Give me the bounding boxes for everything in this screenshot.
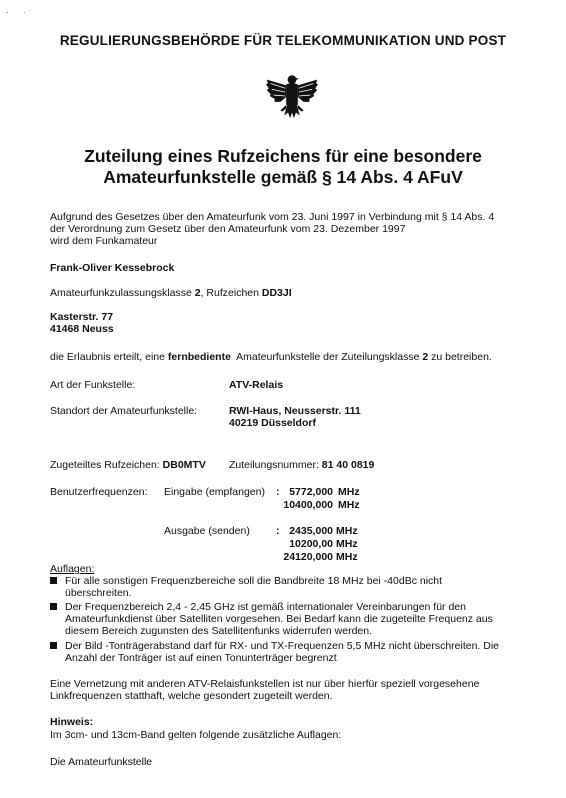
note-line-2: Die Amateurfunkstelle (50, 756, 153, 768)
condition-item-1 (50, 575, 442, 599)
federal-eagle-icon (263, 68, 321, 126)
networking-text (50, 678, 479, 702)
output-freq-3-unit: MHz (336, 551, 358, 563)
title-line-1: Zuteilung eines Rufzeichens für eine besondere (84, 146, 482, 166)
output-freq-3-value: 24120,000 (283, 551, 333, 563)
permission-class: 2 (422, 351, 429, 363)
condition-2-line-2: Amateurfunkdienst über Satelliten vorgesehen. Bei Bedarf kann die zugeteilte Frequenz aus (65, 613, 493, 625)
input-freq-2-unit: MHz (338, 499, 360, 511)
class-value: 2 (194, 287, 201, 299)
permission-remote: fernbediente (167, 351, 231, 363)
holder-city: 41468 Neuss (50, 323, 114, 335)
station-type-label: Art der Funkstelle: (50, 379, 136, 391)
input-frequencies-label: Eingabe (empfangen) (164, 486, 265, 498)
intro-text (50, 211, 494, 247)
location-line-2: 40219 Düsseldorf (229, 417, 316, 429)
scan-marks: · · (6, 8, 32, 17)
holder-name: Frank-Oliver Kessebrock (50, 262, 175, 274)
station-location-value (229, 405, 361, 429)
station-location-label: Standort der Amateurfunkstelle: (50, 405, 198, 417)
condition-3-line-2: Anzahl der Tonträger ist auf einen Tonunterträger begrenzt (65, 652, 337, 664)
output-freq-1-colon: : (276, 525, 280, 537)
conditions-heading: Auflagen: (50, 563, 95, 575)
agency-header: REGULIERUNGSBEHÖRDE FÜR TELEKOMMUNIKATION UND POST (59, 33, 507, 48)
condition-2-line-1: Der Frequenzbereich 2,4 - 2,45 GHz ist gemäß internationaler Vereinbarungen für den (65, 601, 466, 613)
condition-3-line-1: Der Bild -Tonträgerabstand darf für RX- und TX-Frequenzen 5,5 MHz nicht überschreiten. Die (65, 640, 500, 652)
condition-1-line-1: Für alle sonstigen Frequenzbereiche soll die Bandbreite 18 MHz bei -40dBc nicht (65, 575, 443, 587)
title-line-2: Amateurfunkstelle gemäß § 14 Abs. 4 AFuV (103, 167, 463, 187)
permission-part-5: zu betreiben. (428, 351, 492, 363)
networking-line-2: Linkfrequenzen statthaft, welche gesondert zugeteilt werden. (50, 690, 333, 702)
location-line-1: RWI-Haus, Neusserstr. 111 (229, 405, 361, 417)
assigned-callsign-value: DB0MTV (162, 459, 206, 471)
permission-part-1: die Erlaubnis erteilt, eine (50, 351, 168, 363)
bullet-icon (50, 577, 57, 584)
holder-street: Kasterstr. 77 (50, 311, 114, 323)
frequencies-label: Benutzerfrequenzen: (50, 486, 148, 498)
input-freq-1-value: 5772,000 (289, 486, 333, 498)
intro-line-2: der Verordnung zum Gesetz über den Amateurfunk vom 23. Dezember 1997 (50, 223, 406, 235)
condition-item-3 (50, 640, 499, 664)
callsign-prefix: , Rufzeichen (200, 287, 262, 299)
intro-line-3: wird dem Funkamateur (50, 235, 158, 247)
output-frequencies-label: Ausgabe (senden) (164, 525, 250, 537)
bullet-icon (50, 603, 57, 610)
assignment-number (229, 459, 374, 471)
output-freq-2-unit: MHz (336, 538, 358, 550)
license-class-line (50, 287, 292, 299)
assigned-callsign-label: Zugeteiltes Rufzeichen: (50, 459, 163, 471)
networking-line-1: Eine Vernetzung mit anderen ATV-Relaisfunkstellen ist nur über hierfür speziell vorgesehene (50, 678, 480, 690)
note-heading: Hinweis: (50, 716, 94, 728)
class-prefix: Amateurfunkzulassungsklasse (50, 287, 195, 299)
bullet-icon (50, 642, 57, 649)
holder-callsign: DD3JI (261, 287, 292, 299)
input-freq-2-value: 10400,000 (283, 499, 333, 511)
output-freq-1-unit: MHz (336, 525, 358, 537)
holder-address (50, 311, 114, 335)
station-type-value: ATV-Relais (229, 379, 284, 391)
input-freq-1-unit: MHz (338, 486, 360, 498)
output-freq-2-value: 10200,00 (289, 538, 333, 550)
condition-item-2 (50, 601, 493, 637)
assigned-callsign (50, 459, 206, 471)
assignment-number-label: Zuteilungsnummer: (229, 459, 322, 471)
note-line-1: Im 3cm- und 13cm-Band gelten folgende zusätzliche Auflagen: (50, 729, 342, 741)
condition-2-line-3: diesem Bereich zugunsten des Satellitenfunks widerrufen werden. (65, 625, 373, 637)
input-freq-1-colon: : (276, 486, 280, 498)
permission-part-3: Amateurfunkstelle der Zuteilungsklasse (230, 351, 423, 363)
permission-text (50, 351, 492, 363)
output-freq-1-value: 2435,000 (289, 525, 333, 537)
assignment-number-value: 81 40 0819 (321, 459, 375, 471)
intro-line-1: Aufgrund des Gesetzes über den Amateurfunk vom 23. Juni 1997 in Verbindung mit § 14 Abs. 4 (50, 211, 495, 223)
condition-1-line-2: überschreiten. (65, 587, 132, 599)
document-title (0, 146, 566, 188)
